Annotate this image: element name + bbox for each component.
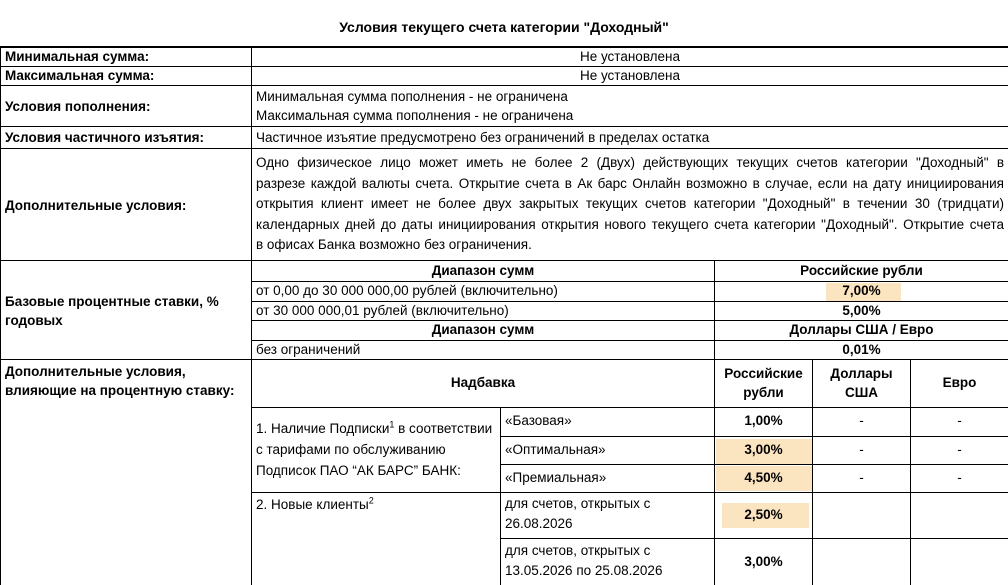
row-border bbox=[0, 85, 1008, 86]
tier-optimal-usd: - bbox=[859, 442, 864, 457]
replenish-min: Минимальная сумма пополнения - не ограничена bbox=[256, 89, 568, 104]
tier-basic-rub: 1,00% bbox=[744, 413, 783, 428]
extra-label-2: влияющие на процентную ставку: bbox=[5, 383, 235, 398]
range2: от 30 000 000,01 рублей (включительно) bbox=[256, 303, 509, 318]
tier-optimal: «Оптимальная» bbox=[505, 442, 606, 457]
row-border bbox=[0, 260, 1008, 261]
bonus-header: Надбавка bbox=[450, 375, 516, 390]
row-border bbox=[252, 320, 1008, 321]
additional-line: разрезе каждой валюты счета. Открытие счета в Ак барс Онлайн возможно в случае, если на дату инициирования bbox=[256, 175, 1004, 191]
row-border bbox=[252, 407, 1008, 408]
tier-optimal-eur: - bbox=[957, 442, 962, 457]
subscription-line-1 bbox=[256, 421, 492, 437]
range-header: Диапазон сумм bbox=[431, 263, 535, 278]
col-usd-header-1: Доллары bbox=[830, 366, 893, 381]
subscription-text: 1. Наличие Подписки bbox=[256, 421, 390, 436]
range3: без ограничений bbox=[256, 342, 361, 357]
additional-line: в офисах Банка возможно без ограничения. bbox=[256, 237, 532, 252]
period-1-line-2: 26.08.2026 bbox=[505, 516, 573, 531]
col-rub-header-2: рубли bbox=[743, 385, 784, 400]
row-border bbox=[252, 492, 1008, 493]
row-border bbox=[500, 436, 1008, 437]
row-border bbox=[500, 464, 1008, 465]
col-border bbox=[500, 407, 501, 585]
withdraw-value: Частичное изъятие предусмотрено без ограничений в пределах остатка bbox=[256, 130, 710, 145]
tier-basic-usd: - bbox=[859, 413, 864, 428]
row-border bbox=[0, 126, 1008, 127]
new-clients-label bbox=[256, 497, 374, 513]
range1: от 0,00 до 30 000 000,00 рублей (включительно) bbox=[256, 283, 558, 298]
additional-line: Одно физическое лицо может иметь не более 2 (Двух) действующих текущих счетов категории "Доходный" в bbox=[256, 155, 1004, 170]
label-column-border bbox=[251, 46, 252, 585]
rate1: 7,00% bbox=[842, 283, 881, 298]
additional-label: Дополнительные условия: bbox=[5, 198, 187, 213]
tier-premium-eur: - bbox=[957, 470, 962, 485]
page-title: Условия текущего счета категории "Доходный" bbox=[339, 19, 669, 35]
tier-basic-eur: - bbox=[957, 413, 962, 428]
col-rub-header-1: Российские bbox=[724, 366, 803, 381]
rate3: 0,01% bbox=[842, 342, 881, 357]
period-2-line-2: 13.05.2026 по 25.08.2026 bbox=[505, 563, 663, 578]
replenish-label: Условия пополнения: bbox=[5, 99, 151, 114]
tier-basic: «Базовая» bbox=[505, 413, 572, 428]
subscription-line-2: с тарифами по обслуживанию bbox=[256, 442, 446, 457]
row-border bbox=[0, 359, 1008, 360]
period-1-rub: 2,50% bbox=[744, 507, 783, 522]
min-sum-label: Минимальная сумма: bbox=[5, 49, 150, 64]
additional-text bbox=[256, 153, 1004, 256]
rate2: 5,00% bbox=[842, 303, 881, 318]
row-border bbox=[500, 538, 1008, 539]
tier-premium: «Премиальная» bbox=[505, 470, 607, 485]
row-border bbox=[252, 340, 1008, 341]
row-border bbox=[252, 281, 1008, 282]
row-border bbox=[252, 301, 1008, 302]
max-sum-value: Не установлена bbox=[579, 68, 681, 83]
min-sum-value: Не установлена bbox=[579, 49, 681, 64]
table-top-border bbox=[0, 46, 1008, 48]
replenish-max: Максимальная сумма пополнения - не ограничена bbox=[256, 108, 574, 123]
tier-premium-usd: - bbox=[859, 470, 864, 485]
row-border bbox=[0, 148, 1008, 149]
base-rates-label-1: Базовые процентные ставки, % bbox=[5, 294, 219, 309]
usd-eur-header: Доллары США / Евро bbox=[789, 322, 934, 337]
subscription-line-3: Подписок ПАО “АК БАРС” БАНК: bbox=[256, 463, 461, 478]
extra-label-1: Дополнительные условия, bbox=[5, 364, 186, 379]
range-header-2: Диапазон сумм bbox=[431, 322, 535, 337]
rub-header: Российские рубли bbox=[800, 263, 923, 278]
row-border bbox=[0, 66, 1008, 67]
tier-optimal-rub: 3,00% bbox=[744, 442, 783, 457]
col-eur-header: Евро bbox=[942, 375, 977, 390]
max-sum-label: Максимальная сумма: bbox=[5, 68, 155, 83]
table-left-border bbox=[0, 46, 1, 585]
tier-premium-rub: 4,50% bbox=[744, 470, 783, 485]
base-rates-label-2: годовых bbox=[5, 313, 63, 328]
subscription-text-tail: в соответствии bbox=[394, 421, 493, 436]
period-1-line-1: для счетов, открытых с bbox=[505, 496, 651, 511]
withdraw-label: Условия частичного изъятия: bbox=[5, 130, 205, 145]
col-usd-header-2: США bbox=[844, 385, 879, 400]
period-2-rub: 3,00% bbox=[744, 554, 783, 569]
period-2-line-1: для счетов, открытых с bbox=[505, 543, 651, 558]
footnote-1: 1 bbox=[389, 419, 395, 430]
additional-line: открытия клиент имеет не более двух закрытых текущих счетов категории "Доходный" в течении 30 (тридцати) bbox=[256, 196, 1004, 211]
new-clients-text: 2. Новые клиенты bbox=[256, 497, 369, 512]
additional-line: календарных дней до даты инициирования открытия нового текущего счета категории "Доходный". Открытие счета bbox=[256, 216, 1004, 232]
footnote-2: 2 bbox=[368, 495, 374, 506]
